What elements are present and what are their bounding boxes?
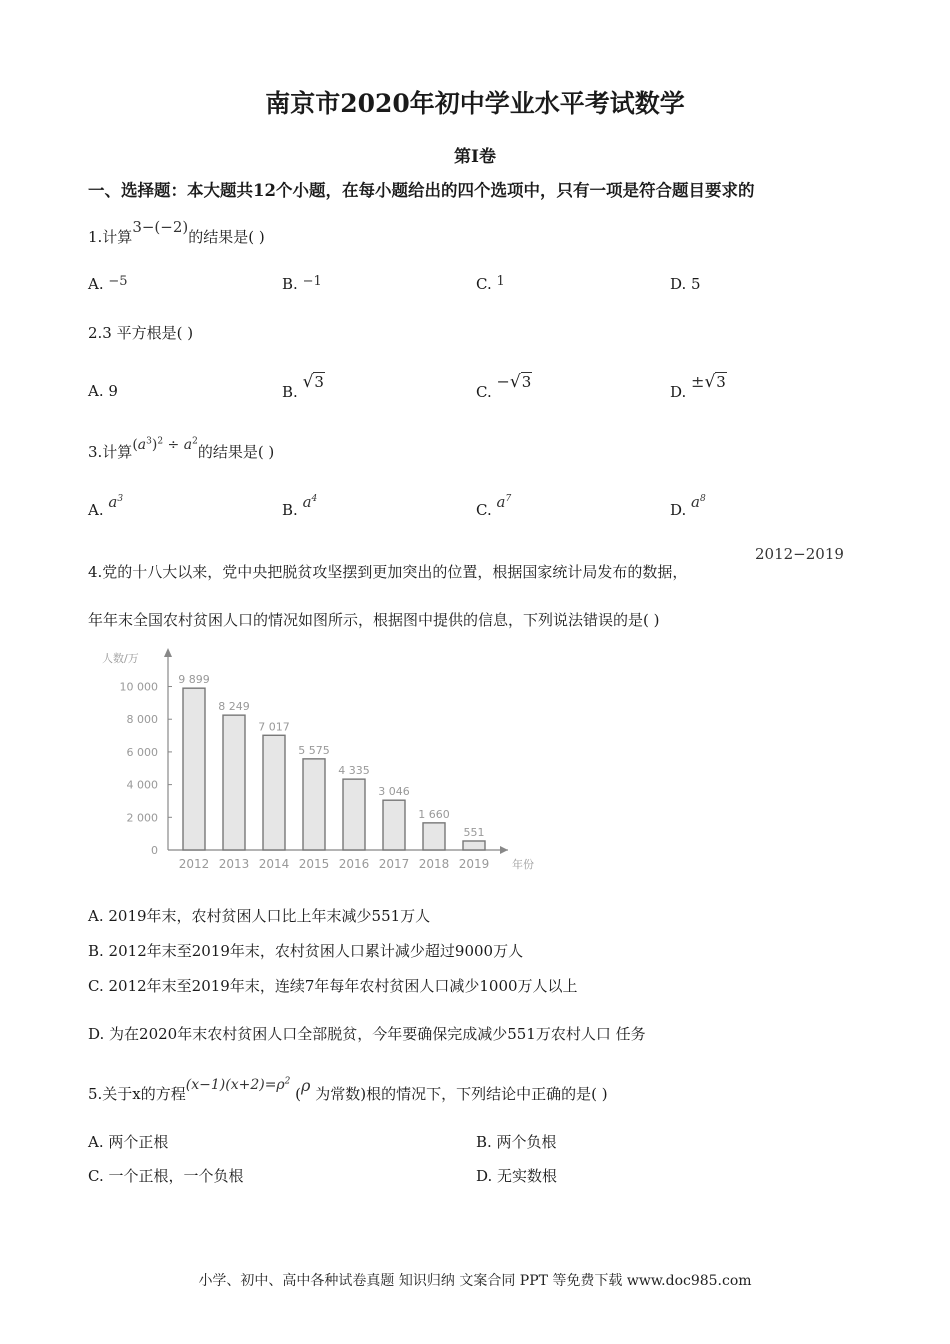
y-tick-label: 2 000 (126, 811, 158, 825)
bar-2013 (223, 715, 245, 850)
part-label: 第Ⅰ卷 (454, 147, 496, 167)
question-1 (88, 218, 265, 247)
x-tick-label-2012: 2012 (178, 857, 210, 871)
x-tick-label-2018: 2018 (418, 857, 450, 871)
x-tick-label-2017: 2017 (378, 857, 410, 871)
page-title: 南京市2020年初中学业水平考试数学 (265, 89, 685, 118)
q2-option-a: A. 9 (88, 382, 118, 400)
q4-option-d: D. 为在2020年末农村贫困人口全部脱贫，今年要确保完成减少551万农村人口 任务 (88, 1025, 646, 1043)
x-tick-label-2016: 2016 (338, 857, 370, 871)
value-label-2013: 8 249 (218, 700, 250, 714)
q4-option-b: B. 2012年末至2019年末，农村贫困人口累计减少超过9000万人 (88, 942, 524, 960)
sqrt-symbol: √3 (704, 372, 726, 392)
question-5: 5.关于x的方程$(x-1)(x+2)=\rho^2$ (ρ 为常数)根的情况下，下列结论中正确的是( ) (88, 1076, 608, 1103)
x-axis-arrow (500, 846, 508, 854)
q1-option-c: C. 1 (476, 274, 505, 293)
x-tick-label-2014: 2014 (258, 857, 290, 871)
y-axis-label: 人数/万 (102, 652, 139, 665)
value-label-2012: 9 899 (178, 673, 210, 687)
value-label-2015: 5 575 (298, 743, 330, 757)
bar-2016 (343, 779, 365, 850)
q1-option-a: A. −5 (88, 274, 128, 293)
q4-option-a: A. 2019年末，农村贫困人口比上年末减少551万人 (88, 907, 431, 925)
question-2: 2.3 平方根是( ) (88, 324, 194, 342)
question-3-expression: $(a^3)^2 \div a^2$ (132, 436, 198, 453)
value-label-2014: 7 017 (258, 720, 290, 734)
q2-option-d: D. ±√3 (670, 372, 726, 401)
q3-option-a: A. $a^3$ (88, 493, 124, 519)
q5-option-b: B. 两个负根 (476, 1133, 557, 1151)
section-heading: 一、选择题：本大题共12个小题，在每小题给出的四个选项中，只有一项是符合题目要求的 (88, 181, 755, 200)
page-footer: 小学、初中、高中各种试卷真题 知识归纳 文案合同 PPT 等免费下载 www.doc985.com (198, 1273, 752, 1289)
question-3: 3.计算$(a^3)^2 \div a^2$的结果是( ) (88, 436, 275, 461)
value-label-2018: 1 660 (418, 807, 450, 821)
sqrt-symbol: √3 (509, 372, 532, 392)
q3-option-d: D. $a^8$ (670, 493, 706, 519)
value-label-2017: 3 046 (378, 785, 410, 799)
bar-2018 (423, 823, 445, 850)
bar-2019 (463, 841, 485, 850)
x-tick-label-2015: 2015 (298, 857, 330, 871)
y-tick-label: 4 000 (126, 778, 158, 792)
sqrt-symbol: √3 (302, 372, 324, 392)
y-tick-label: 10 000 (119, 680, 158, 694)
question-1-suffix: 的结果是( ) (188, 228, 265, 246)
q5-option-c: C. 一个正根，一个负根 (88, 1167, 244, 1185)
bar-2012 (183, 688, 205, 850)
question-1-expression: 3−(−2) (132, 218, 189, 236)
y-axis-arrow (164, 648, 172, 657)
value-label-2019: 551 (463, 825, 485, 839)
question-5-equation: $(x-1)(x+2)=\rho^2$ (185, 1076, 291, 1093)
q5-option-d: D. 无实数根 (476, 1167, 558, 1185)
q1-option-b: B. −1 (282, 274, 322, 293)
poverty-bar-chart (88, 648, 548, 878)
x-tick-label-2013: 2013 (218, 857, 250, 871)
x-tick-label-2019: 2019 (458, 857, 490, 871)
x-axis-label: 年份 (512, 858, 534, 871)
q3-option-b: B. $a^4$ (282, 493, 318, 519)
q2-option-c: C. −√3 (476, 372, 532, 401)
q1-option-d: D. 5 (670, 275, 701, 293)
q3-option-c: C. $a^7$ (476, 493, 512, 519)
question-4-line1: 4.党的十八大以来，党中央把脱贫攻坚摆到更加突出的位置，根据国家统计局发布的数据， (88, 563, 688, 581)
y-tick-label: 6 000 (126, 745, 158, 759)
q4-option-c: C. 2012年末至2019年末，连续7年每年农村贫困人口减少1000万人以上 (88, 977, 578, 995)
y-tick-label: 0 (151, 844, 158, 857)
question-1-prefix: 1.计算 (88, 228, 133, 246)
bar-2015 (303, 759, 325, 850)
question-4-year-range: 2012−2019 (755, 545, 844, 563)
y-tick-label: 8 000 (126, 713, 158, 727)
value-label-2016: 4 335 (338, 764, 370, 778)
bar-2017 (383, 800, 405, 850)
q2-option-b: B. √3 (282, 372, 324, 401)
bar-2014 (263, 735, 285, 850)
question-4-line2: 年年末全国农村贫困人口的情况如图所示，根据图中提供的信息，下列说法错误的是( ) (88, 611, 660, 629)
q5-option-a: A. 两个正根 (88, 1133, 169, 1151)
